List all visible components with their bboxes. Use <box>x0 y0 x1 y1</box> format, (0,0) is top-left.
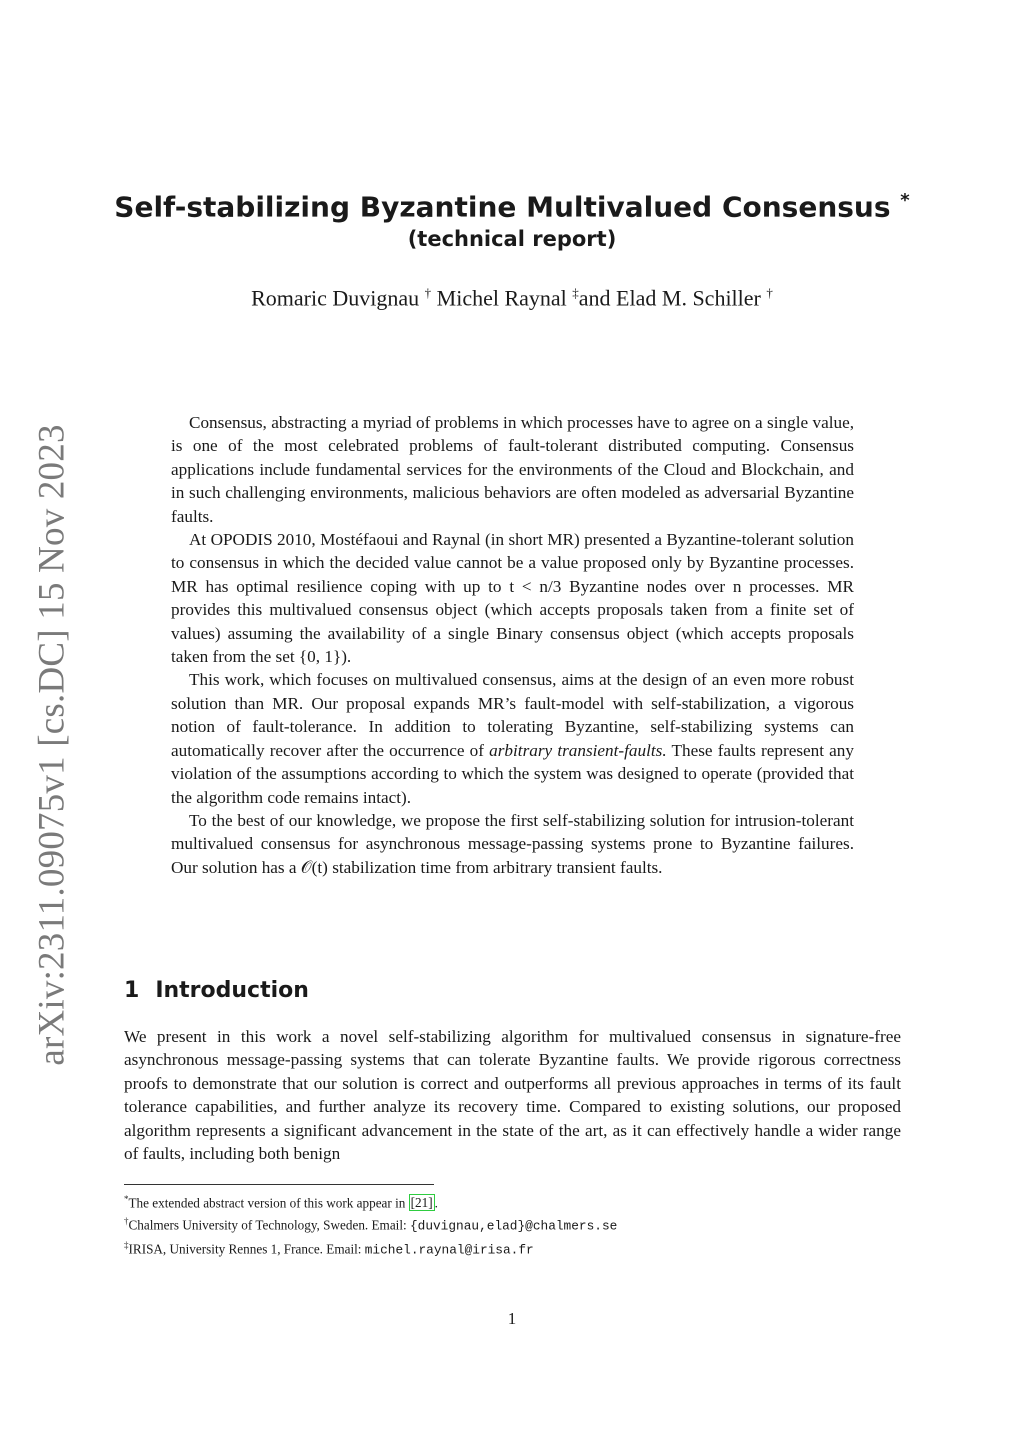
footnote-mark: * <box>124 1194 129 1204</box>
section-number: 1 <box>124 978 140 1003</box>
author-affiliation-mark: † <box>424 285 432 300</box>
abstract-paragraph: To the best of our knowledge, we propose the first self-stabilizing solution for intrusion-tolerant multivalued consensus for asynchronous message-passing systems prone to Byzantine failures. Our solution has a 𝒪(t) stabilization time from arbitrary transient faults. <box>171 810 854 877</box>
author-list <box>0 285 1024 311</box>
section-heading <box>124 978 309 1003</box>
citation-link[interactable]: [21] <box>410 1195 433 1211</box>
paper-subtitle: (technical report) <box>407 227 617 251</box>
abstract <box>171 411 854 879</box>
author-name: and Elad M. Schiller <box>578 285 761 311</box>
abstract-paragraph: At OPODIS 2010, Mostéfaoui and Raynal (in short MR) presented a Byzantine-tolerant solution to consensus in which the decided value cannot be a value proposed only by Byzantine processes. MR has optimal resilience coping with up to t < n/3 Byzantine nodes over n processes. MR provides this multivalued consensus object (which accepts proposals taken from a finite set of values) assuming the availability of a single Binary consensus object (which accepts proposals taken from the set {0, 1}). <box>171 530 854 667</box>
author-name: Romaric Duvignau <box>251 285 420 311</box>
footnote-mark: † <box>124 1216 129 1227</box>
title-text: Self-stabilizing Byzantine Multivalued Consensus <box>114 190 891 224</box>
abstract-paragraph: Consensus, abstracting a myriad of problems in which processes have to agree on a single value, is one of the most celebrated problems of fault-tolerant distributed computing. Consensus applications include fundamental services for the environments of the Cloud and Blockchain, and in such challenging environments, malicious behaviors are often modeled as adversarial Byzantine faults. <box>171 413 854 526</box>
page-number: 1 <box>507 1309 517 1328</box>
email-address: michel.raynal@irisa.fr <box>364 1242 534 1258</box>
footnotes <box>124 1190 884 1259</box>
author-affiliation-mark: † <box>766 285 773 300</box>
emphasis-text: arbitrary transient-faults. <box>489 740 667 760</box>
section-title: Introduction <box>155 978 309 1003</box>
abstract-paragraph: This work, which focuses on multivalued consensus, aims at the design of an even more robust solution than MR. Our proposal expands MR’s fault-model with self-stabilization, a vigorous notion of fault-tolerance. In addition to tolerating Byzantine, self-stabilizing systems can automatically recover after the occurrence of arbitrary transient-faults. These faults represent any violation of the assumptions according to which the system was designed to operate (provided that the algorithm code remains intact). <box>171 670 854 807</box>
paper-title <box>0 190 1024 223</box>
footnote: ‡IRISA, University Rennes 1, France. Email: michel.raynal@irisa.fr <box>124 1239 534 1258</box>
email-address: {duvignau,elad}@chalmers.se <box>409 1218 618 1234</box>
footnote-mark: ‡ <box>124 1239 129 1250</box>
body-paragraph: We present in this work a novel self-stabilizing algorithm for multivalued consensus in signature-free asynchronous message-passing systems that can tolerate Byzantine faults. We provide rigorous correctness proofs to demonstrate that our solution is correct and outperforms all previous approaches in terms of its fault tolerance capabilities, and further analyze its recovery time. Compared to existing solutions, our proposed algorithm represents a significant advancement in the state of the art, as it can effectively handle a wider range of faults, including both benign <box>124 1027 901 1164</box>
title-footnote-mark: * <box>900 190 910 211</box>
arxiv-identifier: arXiv:2311.09075v1 [cs.DC] 15 Nov 2023 <box>31 424 73 1066</box>
footnote-divider <box>124 1184 434 1185</box>
author-affiliation-mark: ‡ <box>572 285 579 300</box>
introduction-body <box>124 1025 901 1165</box>
author-name: Michel Raynal <box>436 285 567 311</box>
footnote: *The extended abstract version of this work appear in [21] . <box>124 1194 438 1211</box>
footnote: †Chalmers University of Technology, Sweden. Email: {duvignau,elad}@chalmers.se <box>124 1216 618 1234</box>
